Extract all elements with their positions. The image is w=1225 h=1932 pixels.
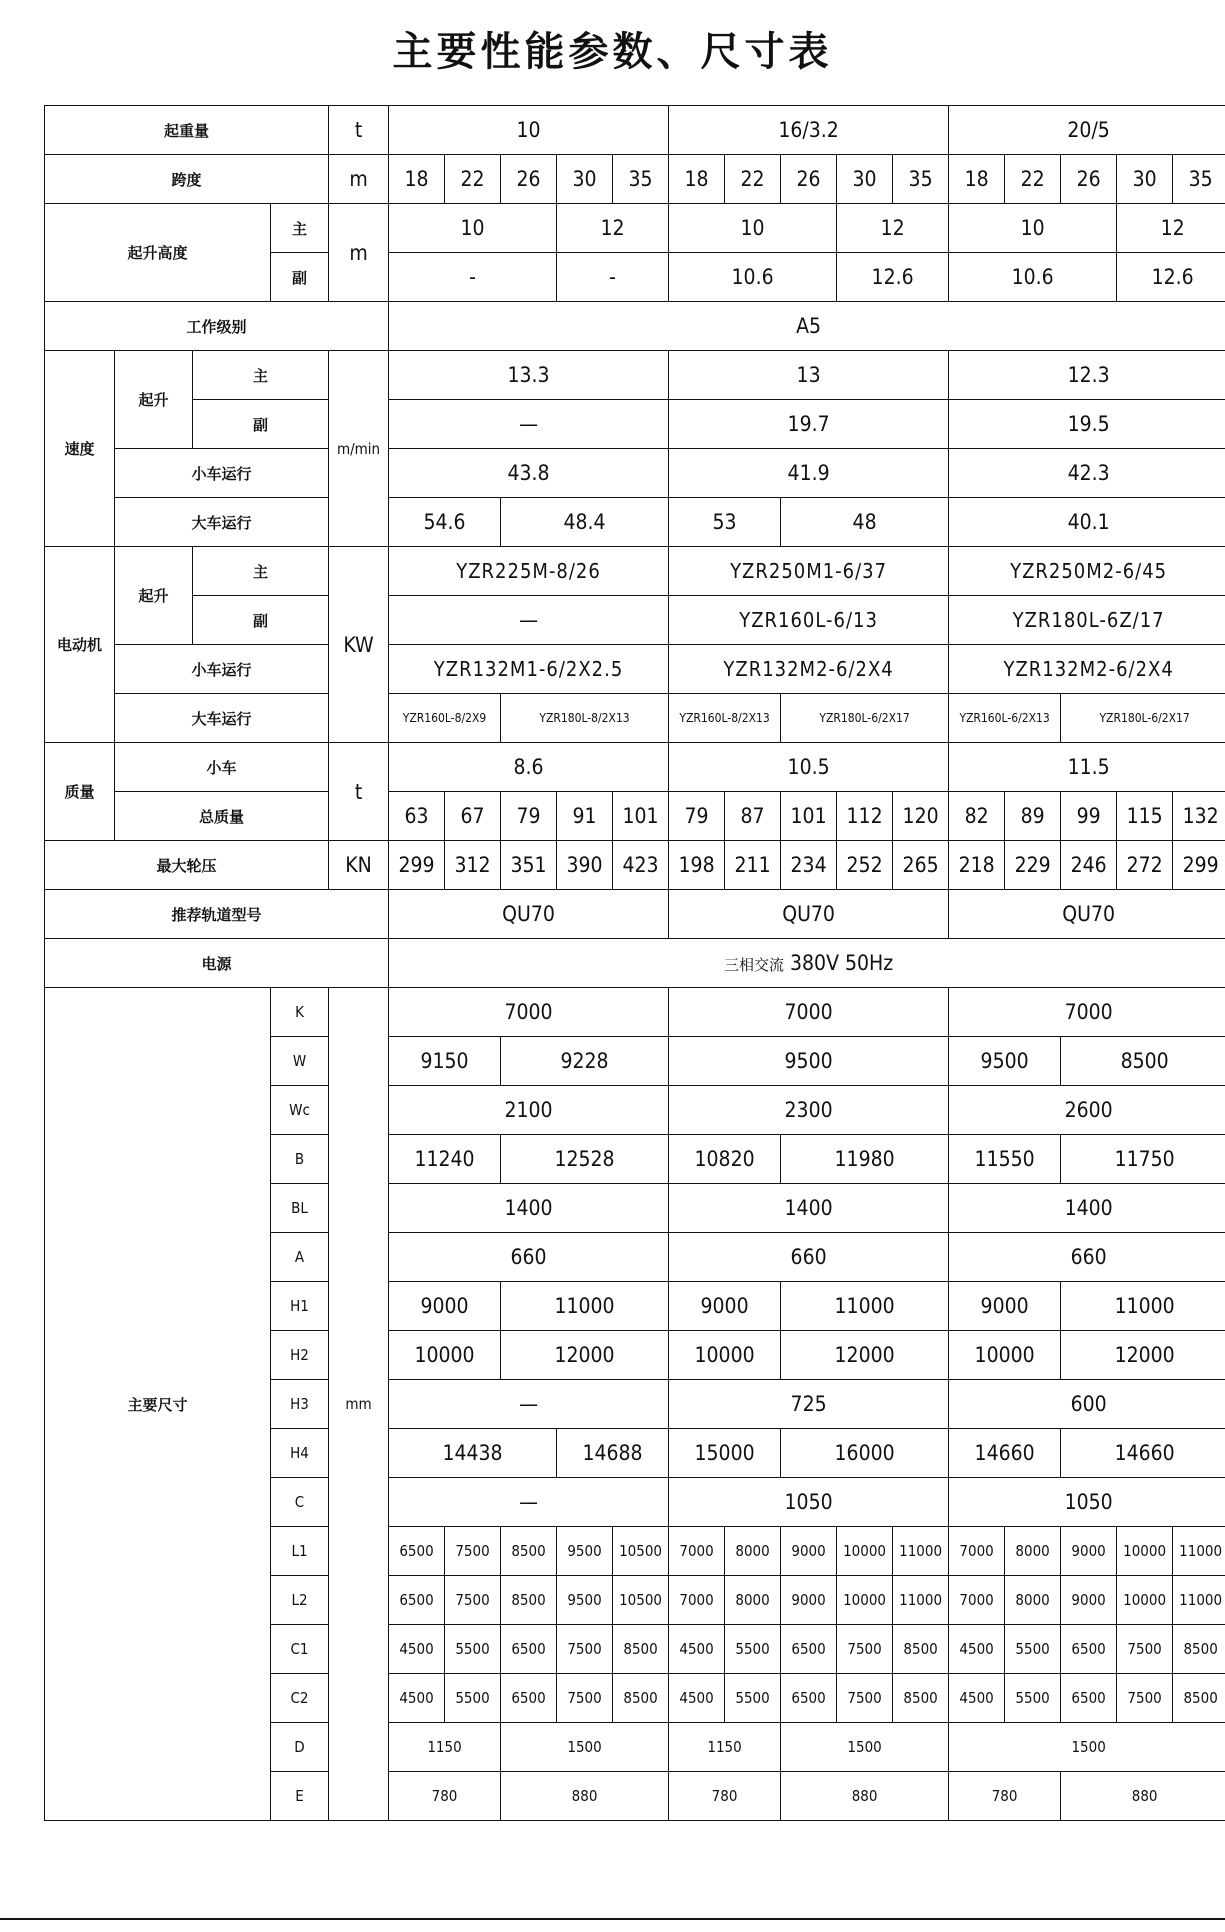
span-value-cell: 8500 [893, 1674, 949, 1723]
value-cell: QU70 [669, 890, 949, 939]
label-speed: 速度 [45, 351, 115, 547]
value-cell: 7000 [389, 988, 669, 1037]
row-speed-main [45, 351, 1225, 400]
span-cell: 30 [1117, 155, 1173, 204]
span-value-cell: 9000 [1061, 1576, 1117, 1625]
span-value-cell: 4500 [669, 1674, 725, 1723]
span-value-cell: 5500 [445, 1625, 501, 1674]
span-cell: 35 [893, 155, 949, 204]
span-value-cell: 5500 [1005, 1625, 1061, 1674]
span-value-cell: 10500 [613, 1527, 669, 1576]
label-motor: 电动机 [45, 547, 115, 743]
label-duty: 工作级别 [45, 302, 389, 351]
power-voltage: 380V 50Hz [790, 951, 894, 975]
value-cell: 43.8 [389, 449, 669, 498]
span-value-cell: 272 [1117, 841, 1173, 890]
span-value-cell: 229 [1005, 841, 1061, 890]
value-cell: 15000 [669, 1429, 781, 1478]
span-value-cell: 10000 [1117, 1527, 1173, 1576]
value-cell: 10820 [669, 1135, 781, 1184]
dim-label: C [271, 1478, 329, 1527]
span-value-cell: 390 [557, 841, 613, 890]
span-cell: 18 [669, 155, 725, 204]
span-value-cell: 7500 [557, 1625, 613, 1674]
label-aux: 副 [193, 400, 329, 449]
value-cell: A5 [389, 302, 1225, 351]
value-cell: 11980 [781, 1135, 949, 1184]
span-value-cell: 198 [669, 841, 725, 890]
value-cell: 40.1 [949, 498, 1225, 547]
unit-m: m [329, 155, 389, 204]
value-cell: 48.4 [501, 498, 669, 547]
span-cell: 26 [1061, 155, 1117, 204]
value-cell: YZR180L-6Z/17 [949, 596, 1225, 645]
span-value-cell: 8500 [1173, 1625, 1225, 1674]
dim-label: W [271, 1037, 329, 1086]
value-cell: 1500 [781, 1723, 949, 1772]
span-value-cell: 7500 [445, 1527, 501, 1576]
value-cell: YZR160L-8/2X13 [669, 694, 781, 743]
dim-label: H3 [271, 1380, 329, 1429]
value-cell: 1500 [949, 1723, 1225, 1772]
dim-label: L2 [271, 1576, 329, 1625]
span-value-cell: 7000 [949, 1527, 1005, 1576]
span-value-cell: 5500 [725, 1625, 781, 1674]
dim-label: H2 [271, 1331, 329, 1380]
value-cell: 54.6 [389, 498, 501, 547]
span-value-cell: 7500 [1117, 1625, 1173, 1674]
span-value-cell: 120 [893, 792, 949, 841]
label-aux: 副 [271, 253, 329, 302]
row-dim-K [45, 988, 1225, 1037]
value-cell: - [557, 253, 669, 302]
span-value-cell: 5500 [725, 1674, 781, 1723]
span-value-cell: 63 [389, 792, 445, 841]
span-cell: 22 [1005, 155, 1061, 204]
value-cell: 19.7 [669, 400, 949, 449]
value-cell: 880 [501, 1772, 669, 1821]
span-value-cell: 7500 [837, 1674, 893, 1723]
value-cell: YZR160L-8/2X9 [389, 694, 501, 743]
label-mass: 质量 [45, 743, 115, 841]
value-cell: YZR160L-6/2X13 [949, 694, 1061, 743]
span-value-cell: 10000 [837, 1576, 893, 1625]
span-value-cell: 6500 [1061, 1674, 1117, 1723]
value-cell: YZR132M2-6/2X4 [669, 645, 949, 694]
span-value-cell: 8000 [725, 1576, 781, 1625]
dim-label: C1 [271, 1625, 329, 1674]
span-value-cell: 8500 [893, 1625, 949, 1674]
span-value-cell: 218 [949, 841, 1005, 890]
span-value-cell: 11000 [893, 1527, 949, 1576]
value-cell: YZR132M1-6/2X2.5 [389, 645, 669, 694]
span-value-cell: 11000 [1173, 1527, 1225, 1576]
value-cell: 12.6 [1117, 253, 1225, 302]
span-value-cell: 67 [445, 792, 501, 841]
dim-label: C2 [271, 1674, 329, 1723]
span-value-cell: 299 [389, 841, 445, 890]
span-cell: 26 [781, 155, 837, 204]
span-value-cell: 211 [725, 841, 781, 890]
span-value-cell: 91 [557, 792, 613, 841]
value-cell: 660 [389, 1233, 669, 1282]
label-total-mass: 总质量 [115, 792, 329, 841]
label-trolley: 小车运行 [115, 645, 329, 694]
span-value-cell: 87 [725, 792, 781, 841]
span-value-cell: 7500 [557, 1674, 613, 1723]
value-cell: 8500 [1061, 1037, 1225, 1086]
span-value-cell: 6500 [501, 1674, 557, 1723]
row-power [45, 939, 1225, 988]
span-value-cell: 10000 [837, 1527, 893, 1576]
span-value-cell: 4500 [669, 1625, 725, 1674]
label-crane: 大车运行 [115, 498, 329, 547]
value-cell: YZR250M1-6/37 [669, 547, 949, 596]
span-value-cell: 89 [1005, 792, 1061, 841]
dim-label: H4 [271, 1429, 329, 1478]
value-cell: 9150 [389, 1037, 501, 1086]
value-cell: 10000 [389, 1331, 501, 1380]
value-cell: — [389, 400, 669, 449]
value-cell: YZR250M2-6/45 [949, 547, 1225, 596]
span-value-cell: 8500 [501, 1576, 557, 1625]
value-cell: 2100 [389, 1086, 669, 1135]
span-value-cell: 7000 [949, 1576, 1005, 1625]
row-lift-main [45, 204, 1225, 253]
value-cell: 600 [949, 1380, 1225, 1429]
label-power: 电源 [45, 939, 389, 988]
span-value-cell: 101 [781, 792, 837, 841]
spec-table [44, 105, 1225, 1821]
span-value-cell: 8500 [613, 1625, 669, 1674]
dim-label: K [271, 988, 329, 1037]
bottom-rule [0, 1918, 1225, 1920]
span-cell: 18 [389, 155, 445, 204]
value-cell: 660 [669, 1233, 949, 1282]
span-value-cell: 4500 [389, 1674, 445, 1723]
row-wheel-load [45, 841, 1225, 890]
span-value-cell: 5500 [445, 1674, 501, 1723]
span-value-cell: 82 [949, 792, 1005, 841]
value-cell: 11240 [389, 1135, 501, 1184]
value-cell: 7000 [669, 988, 949, 1037]
span-value-cell: 79 [669, 792, 725, 841]
group-10: 10 [389, 106, 669, 155]
row-speed-aux [45, 400, 1225, 449]
value-cell: 660 [949, 1233, 1225, 1282]
span-value-cell: 6500 [501, 1625, 557, 1674]
span-value-cell: 10000 [1117, 1576, 1173, 1625]
value-cell: 1150 [389, 1723, 501, 1772]
power-type: 三相交流 [724, 956, 785, 974]
value-cell: 9500 [949, 1037, 1061, 1086]
value-cell: 880 [781, 1772, 949, 1821]
label-wheel-load: 最大轮压 [45, 841, 329, 890]
value-cell: 780 [949, 1772, 1061, 1821]
row-capacity [45, 106, 1225, 155]
value-cell: 1500 [501, 1723, 669, 1772]
value-cell: 10.6 [949, 253, 1117, 302]
span-value-cell: 7000 [669, 1527, 725, 1576]
span-value-cell: 4500 [949, 1674, 1005, 1723]
span-cell: 30 [837, 155, 893, 204]
value-cell: 11000 [501, 1282, 669, 1331]
span-cell: 35 [613, 155, 669, 204]
value-cell: 9000 [949, 1282, 1061, 1331]
unit-mmin: m/min [329, 351, 389, 547]
span-value-cell: 423 [613, 841, 669, 890]
value-cell: 12.6 [837, 253, 949, 302]
span-value-cell: 101 [613, 792, 669, 841]
value-cell: 14438 [389, 1429, 557, 1478]
label-aux: 副 [193, 596, 329, 645]
value-cell: 13.3 [389, 351, 669, 400]
span-value-cell: 10500 [613, 1576, 669, 1625]
value-cell: YZR225M-8/26 [389, 547, 669, 596]
dim-label: A [271, 1233, 329, 1282]
span-value-cell: 11000 [1173, 1576, 1225, 1625]
value-cell: 10 [389, 204, 557, 253]
row-motor-aux [45, 596, 1225, 645]
value-cell: QU70 [949, 890, 1225, 939]
value-cell: 9000 [669, 1282, 781, 1331]
row-motor-main [45, 547, 1225, 596]
value-cell: 16000 [781, 1429, 949, 1478]
span-value-cell: 312 [445, 841, 501, 890]
span-cell: 26 [501, 155, 557, 204]
value-cell: 48 [781, 498, 949, 547]
span-value-cell: 9000 [781, 1527, 837, 1576]
label-lift-height: 起升高度 [45, 204, 271, 302]
value-cell: 780 [669, 1772, 781, 1821]
span-value-cell: 9500 [557, 1527, 613, 1576]
span-value-cell: 9000 [1061, 1527, 1117, 1576]
power-value [389, 939, 1225, 988]
value-cell: 42.3 [949, 449, 1225, 498]
span-value-cell: 79 [501, 792, 557, 841]
span-value-cell: 234 [781, 841, 837, 890]
span-value-cell: 5500 [1005, 1674, 1061, 1723]
value-cell: 9000 [389, 1282, 501, 1331]
value-cell: 12 [1117, 204, 1225, 253]
value-cell: 7000 [949, 988, 1225, 1037]
dim-label: E [271, 1772, 329, 1821]
span-value-cell: 252 [837, 841, 893, 890]
value-cell: 12.3 [949, 351, 1225, 400]
label-main: 主 [271, 204, 329, 253]
value-cell: QU70 [389, 890, 669, 939]
span-value-cell: 9000 [781, 1576, 837, 1625]
span-value-cell: 246 [1061, 841, 1117, 890]
value-cell: 10 [669, 204, 837, 253]
value-cell: 2300 [669, 1086, 949, 1135]
span-value-cell: 112 [837, 792, 893, 841]
span-value-cell: 6500 [389, 1576, 445, 1625]
span-value-cell: 132 [1173, 792, 1225, 841]
label-hoist: 起升 [115, 351, 193, 449]
value-cell: 13 [669, 351, 949, 400]
value-cell: YZR160L-6/13 [669, 596, 949, 645]
value-cell: 12000 [781, 1331, 949, 1380]
value-cell: 780 [389, 1772, 501, 1821]
unit-mm: mm [329, 988, 389, 1821]
group-20: 20/5 [949, 106, 1225, 155]
value-cell: 10000 [669, 1331, 781, 1380]
value-cell: 9228 [501, 1037, 669, 1086]
span-value-cell: 8500 [1173, 1674, 1225, 1723]
dim-label: H1 [271, 1282, 329, 1331]
value-cell: 14660 [949, 1429, 1061, 1478]
dim-label: L1 [271, 1527, 329, 1576]
value-cell: 880 [1061, 1772, 1225, 1821]
span-value-cell: 6500 [781, 1625, 837, 1674]
value-cell: 1150 [669, 1723, 781, 1772]
span-cell: 35 [1173, 155, 1225, 204]
span-value-cell: 4500 [389, 1625, 445, 1674]
value-cell: - [389, 253, 557, 302]
value-cell: 8.6 [389, 743, 669, 792]
unit-t: t [329, 106, 389, 155]
span-cell: 18 [949, 155, 1005, 204]
value-cell: 10000 [949, 1331, 1061, 1380]
value-cell: 41.9 [669, 449, 949, 498]
span-value-cell: 8000 [1005, 1576, 1061, 1625]
label-hoist: 起升 [115, 547, 193, 645]
dim-label: BL [271, 1184, 329, 1233]
span-value-cell: 8500 [613, 1674, 669, 1723]
span-value-cell: 6500 [389, 1527, 445, 1576]
value-cell: 725 [669, 1380, 949, 1429]
label-rail: 推荐轨道型号 [45, 890, 389, 939]
value-cell: YZR180L-8/2X13 [501, 694, 669, 743]
value-cell: 12528 [501, 1135, 669, 1184]
value-cell: 10 [949, 204, 1117, 253]
span-value-cell: 265 [893, 841, 949, 890]
label-trolley: 小车运行 [115, 449, 329, 498]
span-value-cell: 4500 [949, 1625, 1005, 1674]
value-cell: 11000 [1061, 1282, 1225, 1331]
row-speed-trolley [45, 449, 1225, 498]
label-main: 主 [193, 351, 329, 400]
page-title: 主要性能参数、尺寸表 [392, 28, 833, 75]
label-trolley-mass: 小车 [115, 743, 329, 792]
value-cell: 12000 [1061, 1331, 1225, 1380]
row-rail [45, 890, 1225, 939]
value-cell: — [389, 1380, 669, 1429]
value-cell: YZR180L-6/2X17 [1061, 694, 1225, 743]
unit-kn: KN [329, 841, 389, 890]
span-value-cell: 8000 [1005, 1527, 1061, 1576]
span-value-cell: 7500 [837, 1625, 893, 1674]
span-value-cell: 7500 [1117, 1674, 1173, 1723]
label-capacity: 起重量 [45, 106, 329, 155]
row-duty [45, 302, 1225, 351]
label-span: 跨度 [45, 155, 329, 204]
value-cell: 1050 [669, 1478, 949, 1527]
value-cell: 9500 [669, 1037, 949, 1086]
value-cell: 11.5 [949, 743, 1225, 792]
value-cell: 12 [557, 204, 669, 253]
row-speed-crane [45, 498, 1225, 547]
span-cell: 30 [557, 155, 613, 204]
label-crane: 大车运行 [115, 694, 329, 743]
dim-label: Wc [271, 1086, 329, 1135]
value-cell: 14688 [557, 1429, 669, 1478]
group-16: 16/3.2 [669, 106, 949, 155]
value-cell: YZR180L-6/2X17 [781, 694, 949, 743]
value-cell: 10.6 [669, 253, 837, 302]
unit-kw: KW [329, 547, 389, 743]
value-cell: 11000 [781, 1282, 949, 1331]
span-value-cell: 7000 [669, 1576, 725, 1625]
span-value-cell: 11000 [893, 1576, 949, 1625]
value-cell: 10.5 [669, 743, 949, 792]
row-span [45, 155, 1225, 204]
value-cell: 11550 [949, 1135, 1061, 1184]
span-value-cell: 299 [1173, 841, 1225, 890]
label-dims: 主要尺寸 [45, 988, 271, 1821]
span-value-cell: 6500 [781, 1674, 837, 1723]
unit-t: t [329, 743, 389, 841]
value-cell: 19.5 [949, 400, 1225, 449]
value-cell: YZR132M2-6/2X4 [949, 645, 1225, 694]
value-cell: 53 [669, 498, 781, 547]
unit-m: m [329, 204, 389, 302]
span-value-cell: 8000 [725, 1527, 781, 1576]
row-mass-total [45, 792, 1225, 841]
row-mass-trolley [45, 743, 1225, 792]
row-motor-trolley [45, 645, 1225, 694]
value-cell: — [389, 596, 669, 645]
dim-label: B [271, 1135, 329, 1184]
value-cell: 14660 [1061, 1429, 1225, 1478]
value-cell: 1050 [949, 1478, 1225, 1527]
label-main: 主 [193, 547, 329, 596]
value-cell: 1400 [949, 1184, 1225, 1233]
span-cell: 22 [725, 155, 781, 204]
value-cell: 1400 [389, 1184, 669, 1233]
span-value-cell: 9500 [557, 1576, 613, 1625]
value-cell: — [389, 1478, 669, 1527]
span-value-cell: 351 [501, 841, 557, 890]
span-value-cell: 8500 [501, 1527, 557, 1576]
value-cell: 1400 [669, 1184, 949, 1233]
span-cell: 22 [445, 155, 501, 204]
row-motor-crane [45, 694, 1225, 743]
span-value-cell: 115 [1117, 792, 1173, 841]
value-cell: 12 [837, 204, 949, 253]
dim-label: D [271, 1723, 329, 1772]
value-cell: 2600 [949, 1086, 1225, 1135]
value-cell: 12000 [501, 1331, 669, 1380]
span-value-cell: 99 [1061, 792, 1117, 841]
span-value-cell: 6500 [1061, 1625, 1117, 1674]
span-value-cell: 7500 [445, 1576, 501, 1625]
value-cell: 11750 [1061, 1135, 1225, 1184]
